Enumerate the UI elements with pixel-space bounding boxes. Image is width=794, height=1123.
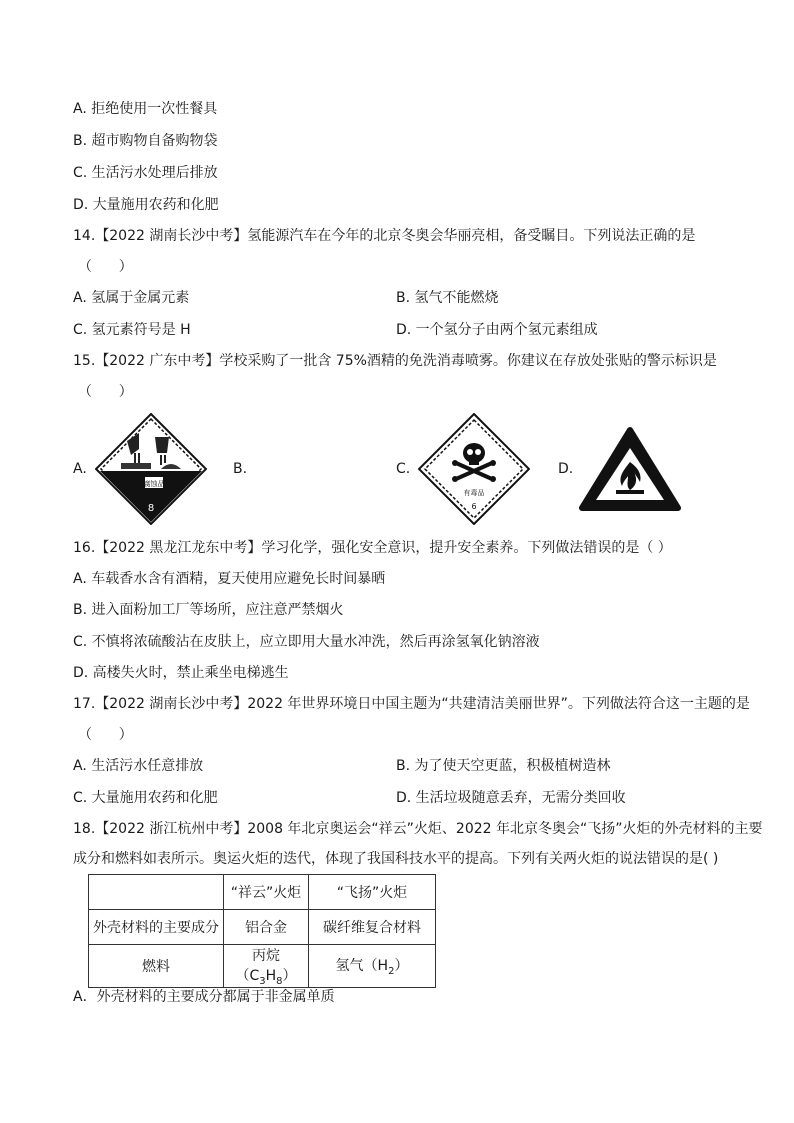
corrosive-sign-icon <box>95 413 207 525</box>
sign-c-number: 6 <box>471 502 477 511</box>
q16-option-c: C. 不慎将浓硫酸沾在皮肤上，应立即用大量水冲洗，然后再涂氢氧化钠溶液 <box>73 634 540 650</box>
q15-label-a: A. <box>73 461 87 477</box>
table-row <box>89 910 436 945</box>
q16-option-d: D. 高楼失火时，禁止乘坐电梯逃生 <box>73 665 289 681</box>
q16-stem: 16.【2022 黑龙江龙东中考】学习化学，强化安全意识，提升安全素养。下列做法错误的是（ ） <box>73 540 672 556</box>
table-corner-cell <box>89 875 224 910</box>
q13-option-b: B. 超市购物自备购物袋 <box>73 133 218 149</box>
q14-option-c: C. 氢元素符号是 H <box>73 322 191 338</box>
q13-option-d: D. 大量施用农药和化肥 <box>73 197 219 213</box>
q17-answer-paren: （ ） <box>78 727 133 743</box>
table-cell: 铝合金 <box>224 910 309 945</box>
q15-label-c: C. <box>396 461 411 477</box>
flammable-sign-icon <box>578 426 682 512</box>
q17-option-d: D. 生活垃圾随意丢弃，无需分类回收 <box>396 790 626 806</box>
table-cell: 碳纤维复合材料 <box>309 910 436 945</box>
table-cell-propane: 丙烷$(C_3H_8)$ <box>224 945 309 988</box>
q15-answer-paren: （ ） <box>78 384 133 400</box>
table-row <box>89 945 436 988</box>
q15-stem: 15.【2022 广东中考】学校采购了一批含 75%酒精的免洗消毒喷雾。你建议在存放处张贴的警示标识是 <box>73 353 717 369</box>
table-header-row <box>89 875 436 910</box>
table-row-label-shell: 外壳材料的主要成分 <box>89 910 224 945</box>
table-header-feiyang: “飞扬”火炬 <box>309 875 436 910</box>
q18-torch-table <box>88 874 436 988</box>
q15-label-b: B. <box>233 461 248 477</box>
q14-answer-paren: （ ） <box>78 259 133 275</box>
q18-option-a: A．外壳材料的主要成分都属于非金属单质 <box>73 989 335 1005</box>
q13-option-a: A. 拒绝使用一次性餐具 <box>73 101 218 117</box>
q17-stem: 17.【2022 湖南长沙中考】2022 年世界环境日中国主题为“共建清洁美丽世界”。下列做法符合这一主题的是 <box>73 696 750 712</box>
q16-option-b: B. 进入面粉加工厂等场所，应注意严禁烟火 <box>73 602 344 618</box>
table-row-label-fuel: 燃料 <box>89 945 224 988</box>
q14-option-b: B. 氢气不能燃烧 <box>396 290 499 306</box>
q17-option-a: A. 生活污水任意排放 <box>73 758 204 774</box>
sign-a-number: 8 <box>147 503 155 514</box>
q13-option-c: C. 生活污水处理后排放 <box>73 165 218 181</box>
sign-c-text: 有毒品 <box>463 489 485 497</box>
q14-option-d: D. 一个氢分子由两个氢元素组成 <box>396 322 598 338</box>
q18-stem-line1: 18.【2022 浙江杭州中考】2008 年北京奥运会“祥云”火炬、2022 年北京冬奥会“飞扬”火炬的外壳材料的主要 <box>73 821 763 837</box>
q16-option-a: A. 车载香水含有酒精，夏天使用应避免长时间暴晒 <box>73 571 386 587</box>
toxic-sign-icon <box>418 413 530 525</box>
table-cell-hydrogen: 氢气$(H_2)$ <box>309 945 436 988</box>
table-header-xiangyun: “祥云”火炬 <box>224 875 309 910</box>
q17-option-c: C. 大量施用农药和化肥 <box>73 790 218 806</box>
q17-option-b: B. 为了使天空更蓝，积极植树造林 <box>396 758 611 774</box>
q14-option-a: A. 氢属于金属元素 <box>73 290 190 306</box>
sign-a-text: 腐蚀品 <box>143 480 165 488</box>
q15-label-d: D. <box>558 461 574 477</box>
q18-stem-line2: 成分和燃料如表所示。奥运火炬的迭代，体现了我国科技水平的提高。下列有关两火炬的说法错误的是( ) <box>73 851 719 867</box>
q14-stem: 14.【2022 湖南长沙中考】氢能源汽车在今年的北京冬奥会华丽亮相，备受瞩目。下列说法正确的是 <box>73 228 696 244</box>
